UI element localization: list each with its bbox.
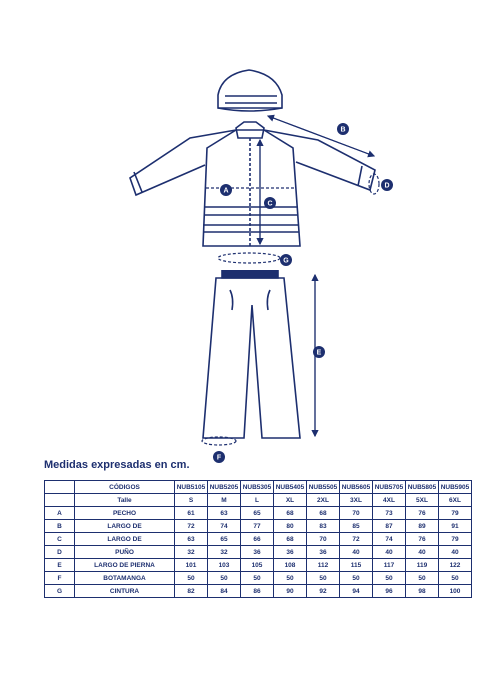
value-cell: 70: [340, 507, 373, 520]
marker-b: [337, 123, 349, 135]
row-letter: F: [45, 572, 75, 585]
row-label: BOTAMANGA: [75, 572, 175, 585]
row-label: PECHO: [75, 507, 175, 520]
table-row: [45, 533, 472, 546]
value-cell: 74: [208, 520, 241, 533]
code-cell: NUB5805: [406, 481, 439, 494]
size-cell: M: [208, 494, 241, 507]
value-cell: 50: [373, 572, 406, 585]
marker-e: [313, 346, 325, 358]
value-cell: 72: [340, 533, 373, 546]
code-cell: NUB5605: [340, 481, 373, 494]
row-letter: A: [45, 507, 75, 520]
marker-d: [381, 179, 393, 191]
row-label: CINTURA: [75, 585, 175, 598]
value-cell: 74: [373, 533, 406, 546]
value-cell: 50: [241, 572, 274, 585]
corner-cell: [45, 494, 75, 507]
value-cell: 90: [274, 585, 307, 598]
jacket-drawing: [130, 122, 375, 248]
value-cell: 89: [406, 520, 439, 533]
value-cell: 36: [241, 546, 274, 559]
value-cell: 61: [175, 507, 208, 520]
size-cell: 4XL: [373, 494, 406, 507]
value-cell: 36: [307, 546, 340, 559]
value-cell: 40: [406, 546, 439, 559]
corner-cell: [45, 481, 75, 494]
marker-g: [280, 254, 292, 266]
value-cell: 119: [406, 559, 439, 572]
svg-text:C: C: [267, 200, 273, 208]
row-label: LARGO DE: [75, 520, 175, 533]
sizes-header-row: [45, 494, 472, 507]
code-cell: NUB5705: [373, 481, 406, 494]
value-cell: 85: [340, 520, 373, 533]
value-cell: 50: [439, 572, 472, 585]
svg-text:D: D: [384, 182, 390, 190]
measurement-arrows: [202, 116, 379, 445]
size-cell: XL: [274, 494, 307, 507]
hood-drawing: [218, 70, 282, 111]
size-cell: S: [175, 494, 208, 507]
value-cell: 82: [175, 585, 208, 598]
value-cell: 103: [208, 559, 241, 572]
table-row: [45, 507, 472, 520]
measurements-title: Medidas expresadas en cm.: [44, 459, 190, 471]
pants-drawing: [203, 270, 300, 438]
svg-text:E: E: [316, 349, 322, 357]
size-cell: 3XL: [340, 494, 373, 507]
value-cell: 96: [373, 585, 406, 598]
value-cell: 91: [439, 520, 472, 533]
value-cell: 68: [307, 507, 340, 520]
value-cell: 50: [340, 572, 373, 585]
value-cell: 76: [406, 533, 439, 546]
value-cell: 105: [241, 559, 274, 572]
value-cell: 77: [241, 520, 274, 533]
value-cell: 50: [274, 572, 307, 585]
row-label: LARGO DE: [75, 533, 175, 546]
value-cell: 63: [175, 533, 208, 546]
value-cell: 63: [208, 507, 241, 520]
marker-a: [220, 184, 232, 196]
value-cell: 92: [307, 585, 340, 598]
value-cell: 79: [439, 533, 472, 546]
value-cell: 50: [175, 572, 208, 585]
code-cell: NUB5305: [241, 481, 274, 494]
size-cell: L: [241, 494, 274, 507]
row-letter: D: [45, 546, 75, 559]
value-cell: 80: [274, 520, 307, 533]
code-cell: NUB5505: [307, 481, 340, 494]
code-cell: NUB5405: [274, 481, 307, 494]
value-cell: 98: [406, 585, 439, 598]
value-cell: 83: [307, 520, 340, 533]
value-cell: 79: [439, 507, 472, 520]
value-cell: 112: [307, 559, 340, 572]
value-cell: 115: [340, 559, 373, 572]
value-cell: 73: [373, 507, 406, 520]
value-cell: 87: [373, 520, 406, 533]
row-label: PUÑO: [75, 546, 175, 559]
table-row: [45, 559, 472, 572]
size-cell: 2XL: [307, 494, 340, 507]
value-cell: 86: [241, 585, 274, 598]
value-cell: 40: [373, 546, 406, 559]
value-cell: 101: [175, 559, 208, 572]
row-letter: C: [45, 533, 75, 546]
size-cell: 5XL: [406, 494, 439, 507]
value-cell: 94: [340, 585, 373, 598]
marker-f: [213, 451, 225, 463]
value-cell: 66: [241, 533, 274, 546]
codes-header-row: [45, 481, 472, 494]
size-table: [44, 480, 472, 598]
row-letter: G: [45, 585, 75, 598]
value-cell: 50: [307, 572, 340, 585]
value-cell: 68: [274, 507, 307, 520]
table-row: [45, 546, 472, 559]
row-letter: B: [45, 520, 75, 533]
value-cell: 70: [307, 533, 340, 546]
svg-text:B: B: [340, 126, 346, 134]
code-cell: NUB5205: [208, 481, 241, 494]
value-cell: 84: [208, 585, 241, 598]
code-cell: NUB5905: [439, 481, 472, 494]
svg-text:F: F: [216, 454, 222, 462]
value-cell: 50: [406, 572, 439, 585]
size-header-label: Talle: [75, 494, 175, 507]
table-row: [45, 572, 472, 585]
svg-text:G: G: [283, 257, 289, 265]
table-row: [45, 520, 472, 533]
value-cell: 68: [274, 533, 307, 546]
value-cell: 65: [241, 507, 274, 520]
table-row: [45, 585, 472, 598]
codes-header-label: CÓDIGOS: [75, 481, 175, 494]
value-cell: 32: [208, 546, 241, 559]
value-cell: 72: [175, 520, 208, 533]
value-cell: 117: [373, 559, 406, 572]
value-cell: 122: [439, 559, 472, 572]
svg-text:A: A: [223, 187, 229, 195]
value-cell: 65: [208, 533, 241, 546]
value-cell: 40: [439, 546, 472, 559]
value-cell: 50: [208, 572, 241, 585]
size-cell: 6XL: [439, 494, 472, 507]
row-letter: E: [45, 559, 75, 572]
code-cell: NUB5105: [175, 481, 208, 494]
marker-c: [264, 197, 276, 209]
value-cell: 36: [274, 546, 307, 559]
row-label: LARGO DE PIERNA: [75, 559, 175, 572]
value-cell: 32: [175, 546, 208, 559]
value-cell: 40: [340, 546, 373, 559]
value-cell: 100: [439, 585, 472, 598]
value-cell: 108: [274, 559, 307, 572]
value-cell: 76: [406, 507, 439, 520]
